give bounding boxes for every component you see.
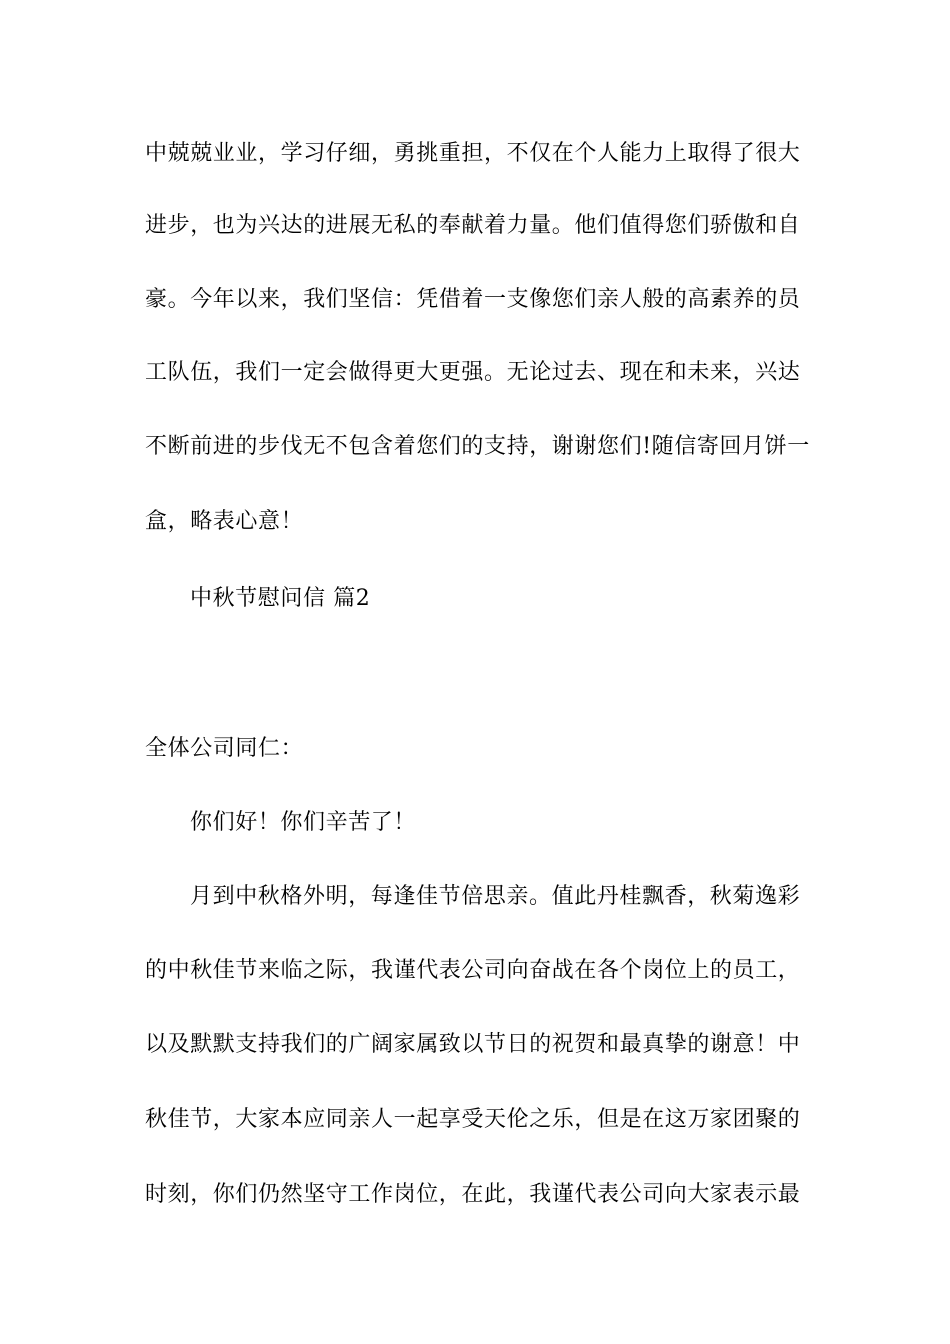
body-line-5: 时刻，你们仍然坚守工作岗位，在此，我谨代表公司向大家表示最 [145,1182,801,1207]
paragraph-line-4: 工队伍，我们一定会做得更大更强。无论过去、现在和未来，兴达 [145,360,801,385]
paragraph-line-6: 盒，略表心意！ [145,509,304,534]
paragraph-line-5: 不断前进的步伐无不包含着您们的支持，谢谢您们!随信寄回月饼一 [145,434,810,459]
body-line-4: 秋佳节，大家本应同亲人一起享受天伦之乐，但是在这万家团聚的 [145,1107,801,1132]
body-line-1: 月到中秋格外明，每逢佳节倍思亲。值此丹桂飘香，秋菊逸彩 [190,884,801,909]
body-line-3: 以及默默支持我们的广阔家属致以节日的祝贺和最真挚的谢意！中 [145,1032,801,1057]
body-line-2: 的中秋佳节来临之际，我谨代表公司向奋战在各个岗位上的员工， [145,958,801,983]
paragraph-line-3: 豪。今年以来，我们坚信：凭借着一支像您们亲人般的高素养的员 [145,287,801,312]
paragraph-line-2: 进步，也为兴达的进展无私的奉献着力量。他们值得您们骄傲和自 [145,213,801,238]
greeting: 你们好！你们辛苦了！ [190,810,417,835]
salutation: 全体公司同仁： [145,736,304,761]
paragraph-line-1: 中兢兢业业，学习仔细，勇挑重担，不仅在个人能力上取得了很大 [145,141,801,166]
section-title: 中秋节慰问信 篇2 [190,586,371,611]
